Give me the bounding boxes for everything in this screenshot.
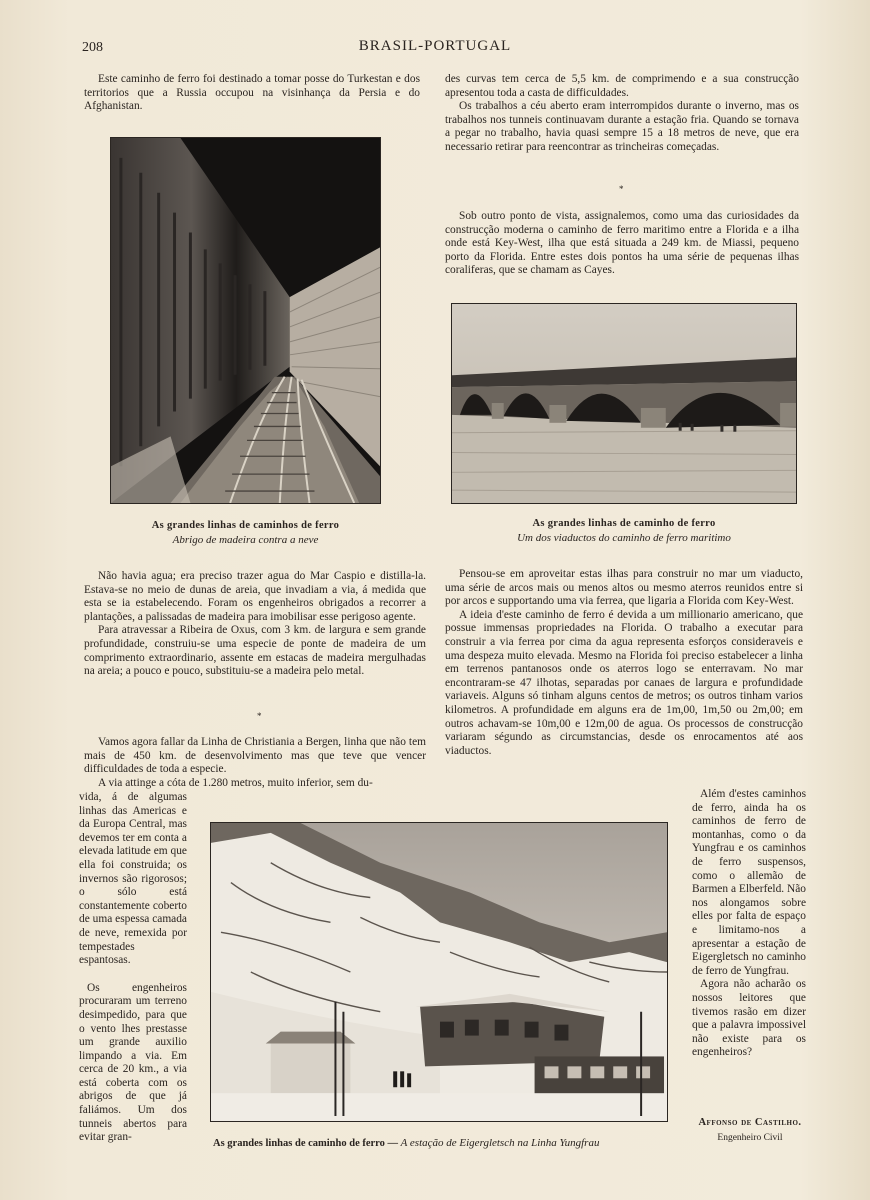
col2-middle-text [445, 568, 803, 758]
snow-shelter-illustration [111, 138, 380, 503]
col2-narrow-text [692, 788, 806, 1060]
col1-christiania-text [84, 736, 426, 790]
photo-eigergletsch-station [210, 822, 668, 1122]
station-illustration [211, 823, 667, 1121]
viaduct-illustration [452, 304, 796, 503]
caption-subtitle: Abrigo de madeira contra a neve [172, 534, 319, 546]
paragraph: Este caminho de ferro foi destinado a tomar posse do Turkestan e dos territorios que a Russia occupou na visinhança da Persia e do Afghanistan. [84, 73, 420, 113]
section-separator: * [619, 184, 624, 194]
paragraph: Vamos agora fallar da Linha de Christiania a Bergen, linha que não tem mais de 450 km. de desenvolvimento mas que teve que vencer difficuldades de toda a especie. [84, 736, 426, 776]
author-name: Affonso de Castilho. [698, 1117, 802, 1128]
photo-sea-viaduct [451, 303, 797, 504]
paragraph: des curvas tem cerca de 5,5 km. de comprimendo e a sua construcção apresentou toda a casta de difficuldades. [445, 73, 799, 99]
paragraph: Pensou-se em aproveitar estas ilhas para construir no mar um viaducto, uma série de arcos mais ou menos altos ou mesmo aterros reunidos entre si por arcos e supportando uma via ferrea, que ligaria a Florida com Key-West. [445, 568, 803, 608]
paragraph: Agora não acharão os nossos leitores que tivemos rasão em dizer que a palavra impossivel não existe para os engenheiros? [692, 978, 806, 1059]
col1-narrow-text [79, 791, 187, 1145]
caption-title: As grandes linhas de caminhos de ferro [151, 520, 340, 531]
author-role: Engenheiro Civil [717, 1133, 783, 1143]
caption-subtitle: Um dos viaductos do caminho de ferro maritimo [517, 532, 731, 544]
caption-title: As grandes linhas de caminho de ferro — [213, 1138, 399, 1149]
caption-subtitle: A estação de Eigergletsch na Linha Yungfrau [400, 1137, 600, 1149]
article-signature [690, 1117, 810, 1143]
paragraph: A ideia d'este caminho de ferro é devida a um millionario americano, que possue immensas propriedades na Florida. O trabalho a executar para construir a via ferrea por cima da agua representa esforços consideraveis e uma despeza muito elevada. Mesmo na Florida foi preciso estabelecer a linha em terrenos pantanosos onde os aterros logo se enterravam. No mar encontraram-se 47 ilhotas, separadas por canaes de largura e profundidade variaveis. Alguns só tinham alguns centos de metros; os outros tinham varios kilometros. A profundidade em alguns era de 1m,00, 1m,50 ou 2m,00; em outros achavam-se 10m,00 e 12m,00 de agua. Os processos de construcção variaram ségundo as circumstancias, desde os enrocamentos até aos viaductos. [445, 608, 803, 757]
caption-snow-shelter [110, 520, 381, 546]
paragraph: Os engenheiros procuraram um terreno desimpedido, para que o vento lhes prestasse um grande auxilio limpando a via. Em cerca de 20 km., a via está coberta com os abrigos de que já faliámos. Um dos tunneis abertos para evitar gran- [79, 981, 187, 1144]
paragraph: Para atravessar a Ribeira de Oxus, com 3 km. de largura e sem grande profundidade, construiu-se uma especie de ponte de madeira de um comprimento extraordinario, assente em estacas de madeira mergulhadas na areia; a pouco e pouco, substituiu-se a madeira pelo metal. [84, 624, 426, 678]
paragraph: vida, á de algumas linhas das Americas e da Europa Central, mas devemos ter em conta a elevada latitude em que ella foi construida; os invernos são rigorosos; o sólo está constantemente coberto de uma espessa camada de neve, remexida por tempestades espantosas. [79, 791, 187, 967]
paragraph: Além d'estes caminhos de ferro, ainda ha os caminhos de ferro de montanhas, como o da Yungfrau e os caminhos de ferro suspensos, como o allemão de Barmen a Elberfeld. Não nos alongamos sobre elles por falta de espaço e limitamo-nos a apresentar a estação de Eigergletsch no caminho de ferro de Yungfrau. [692, 788, 806, 977]
caption-title: As grandes linhas de caminho de ferro [532, 518, 716, 529]
col2-florida-text [445, 210, 799, 278]
paragraph: Não havia agua; era preciso trazer agua do Mar Caspio e distilla-la. Estava-se no meio de dunas de areia, que invadiam a via, á medida que esta se ia estabelecendo. Foram os engenheiros obrigados a recorrer a plantações, a palissadas de madeira para imobilisar esse perigoso agente. [84, 570, 426, 623]
col2-top-text [445, 73, 799, 155]
section-separator: * [257, 711, 262, 721]
paragraph: A via attinge a cóta de 1.280 metros, muito inferior, sem du- [98, 776, 373, 789]
paragraph: Os trabalhos a céu aberto eram interrompidos durante o inverno, mas os trabalhos nos tunneis continuavam durante a estação fria. Quando se tornava a pegar no trabalho, havia quasi sempre 15 a 18 metros de neve, que era necessario retirar para reencontrar as trincheiras começadas. [445, 100, 799, 153]
col1-middle-text [84, 570, 426, 679]
page-number: 208 [82, 40, 103, 55]
caption-sea-viaduct [451, 518, 797, 544]
paragraph: Sob outro ponto de vista, assignalemos, como uma das curiosidades da construcção moderna o caminho de ferro maritimo entre a Florida e a ilha onde está Key-West, ilha que está situada a 249 km. de Miassi, pequeno porto da Florida. Entre estes dois pontos ha uma série de pequenas ilhas coraliferas, que se chamam as Cayes. [445, 210, 799, 277]
running-title: BRASIL-PORTUGAL [358, 38, 512, 54]
col1-top-text [84, 73, 420, 114]
caption-eigergletsch-station [213, 1137, 673, 1149]
photo-snow-shelter [110, 137, 381, 504]
